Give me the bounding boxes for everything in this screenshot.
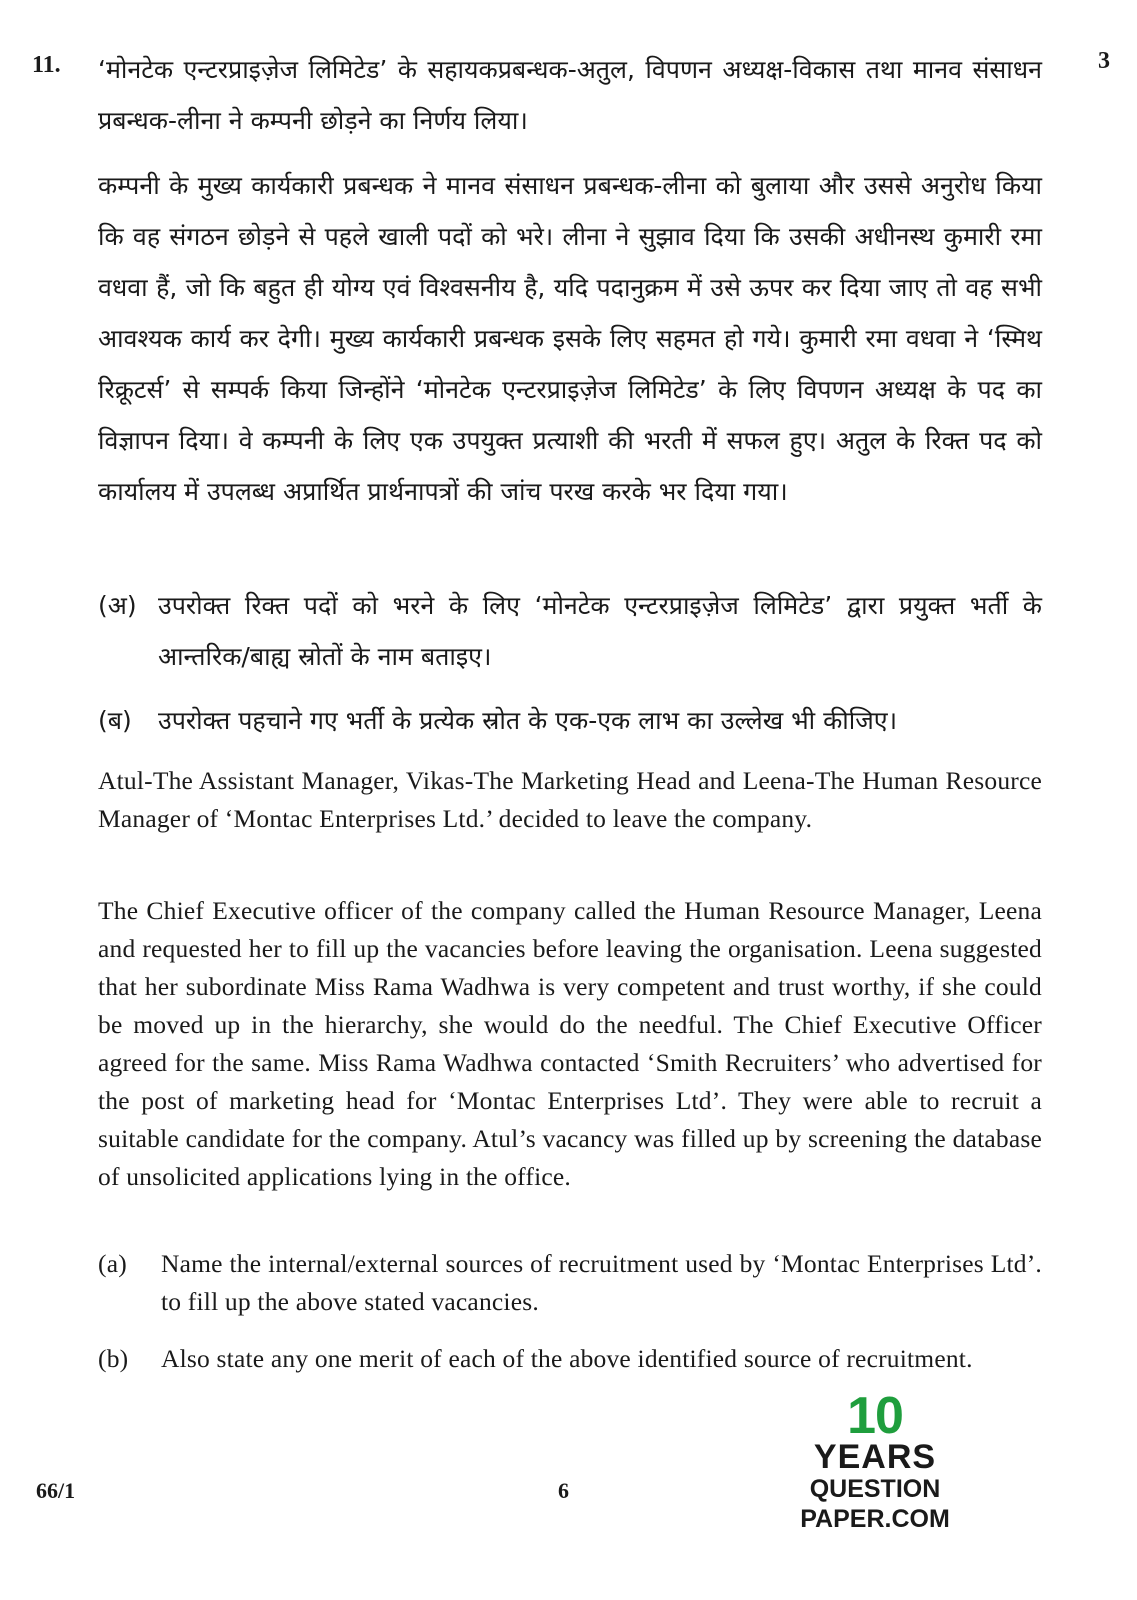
english-subquestion-a-text: Name the internal/external sources of recruitment used by ‘Montac Enterprises Ltd’. to fill up the above stated vacancies.: [161, 1249, 1042, 1316]
hindi-subquestion-b-text: उपरोक्त पहचाने गए भर्ती के प्रत्येक स्रोत के एक-एक लाभ का उल्लेख भी कीजिए।: [158, 706, 898, 735]
hindi-subquestion-b-label: (ब): [98, 706, 132, 735]
english-subquestion-b: [98, 1340, 1042, 1378]
watermark-years: YEARS: [813, 1438, 937, 1476]
paper-code: 66/1: [36, 1478, 76, 1503]
hindi-case-paragraph: कम्पनी के मुख्य कार्यकारी प्रबन्धक ने मानव संसाधन प्रबन्धक-लीना को बुलाया और उससे अनुरोध किया कि वह संगठन छोड़ने से पहले खाली पदों को भरे। लीना ने सुझाव दिया कि उसकी अधीनस्थ कुमारी रमा वधवा हैं, जो कि बहुत ही योग्य एवं विश्वसनीय है, यदि पदानुक्रम में उसे ऊपर कर दिया जाए तो वह सभी आवश्यक कार्य कर देगी। मुख्य कार्यकारी प्रबन्धक इसके लिए सहमत हो गये। कुमारी रमा वधवा ने ‘स्मिथ रिक्रूटर्स’ से सम्पर्क किया जिन्होंने ‘मोनटेक एन्टरप्राइज़ेज लिमिटेड’ के लिए विपणन अध्यक्ष के पद का विज्ञापन दिया। वे कम्पनी के लिए एक उपयुक्त प्रत्याशी की भरती में सफल हुए। अतुल के रिक्त पद को कार्यालय में उपलब्ध अप्रार्थित प्रार्थनापत्रों की जांच परख करके भर दिया गया।: [98, 171, 1042, 506]
page-number: 6: [558, 1478, 569, 1503]
hindi-subquestion-b: [98, 695, 1042, 746]
watermark-site: QUESTION PAPER.COM: [800, 1475, 950, 1533]
hindi-intro-paragraph: ‘मोनटेक एन्टरप्राइज़ेज लिमिटेड’ के सहायकप्रबन्धक-अतुल, विपणन अध्यक्ष-विकास तथा मानव संसाधन प्रबन्धक-लीना ने कम्पनी छोड़ने का निर्णय लिया।: [98, 55, 1042, 135]
english-subquestion-a-label: (a): [98, 1249, 127, 1278]
hindi-subquestion-a: [98, 580, 1042, 682]
hindi-subquestion-a-text: उपरोक्त रिक्त पदों को भरने के लिए ‘मोनटेक एन्टरप्राइज़ेज लिमिटेड’ द्वारा प्रयुक्त भर्ती के आन्तरिक/बाह्य स्रोतों के नाम बताइए।: [158, 591, 1042, 671]
question-marks: 3: [1098, 48, 1110, 74]
english-subquestion-b-label: (b): [98, 1344, 129, 1373]
english-subquestion-b-text: Also state any one merit of each of the above identified source of recruitment.: [161, 1344, 973, 1373]
english-subquestion-a: [98, 1245, 1042, 1321]
watermark-number: 10: [847, 1387, 903, 1445]
question-number: 11.: [32, 52, 61, 78]
english-case-paragraph: The Chief Executive officer of the company called the Human Resource Manager, Leena and requested her to fill up the vacancies before leaving the organisation. Leena suggested that her subordinate Miss Rama Wadhwa is very competent and trust worthy, if she could be moved up in the hierarchy, she would do the needful. The Chief Executive Officer agreed for the same. Miss Rama Wadhwa contacted ‘Smith Recruiters’ who advertised for the post of marketing head for ‘Montac Enterprises Ltd’. They were able to recruit a suitable candidate for the company. Atul’s vacancy was filled up by screening the database of unsolicited applications lying in the office.: [98, 896, 1042, 1191]
english-intro-paragraph: Atul-The Assistant Manager, Vikas-The Marketing Head and Leena-The Human Resource Manager of ‘Montac Enterprises Ltd.’ decided to leave the company.: [98, 766, 1042, 833]
hindi-subquestion-a-label: (अ): [98, 591, 137, 620]
watermark-logo: [745, 1387, 1005, 1534]
